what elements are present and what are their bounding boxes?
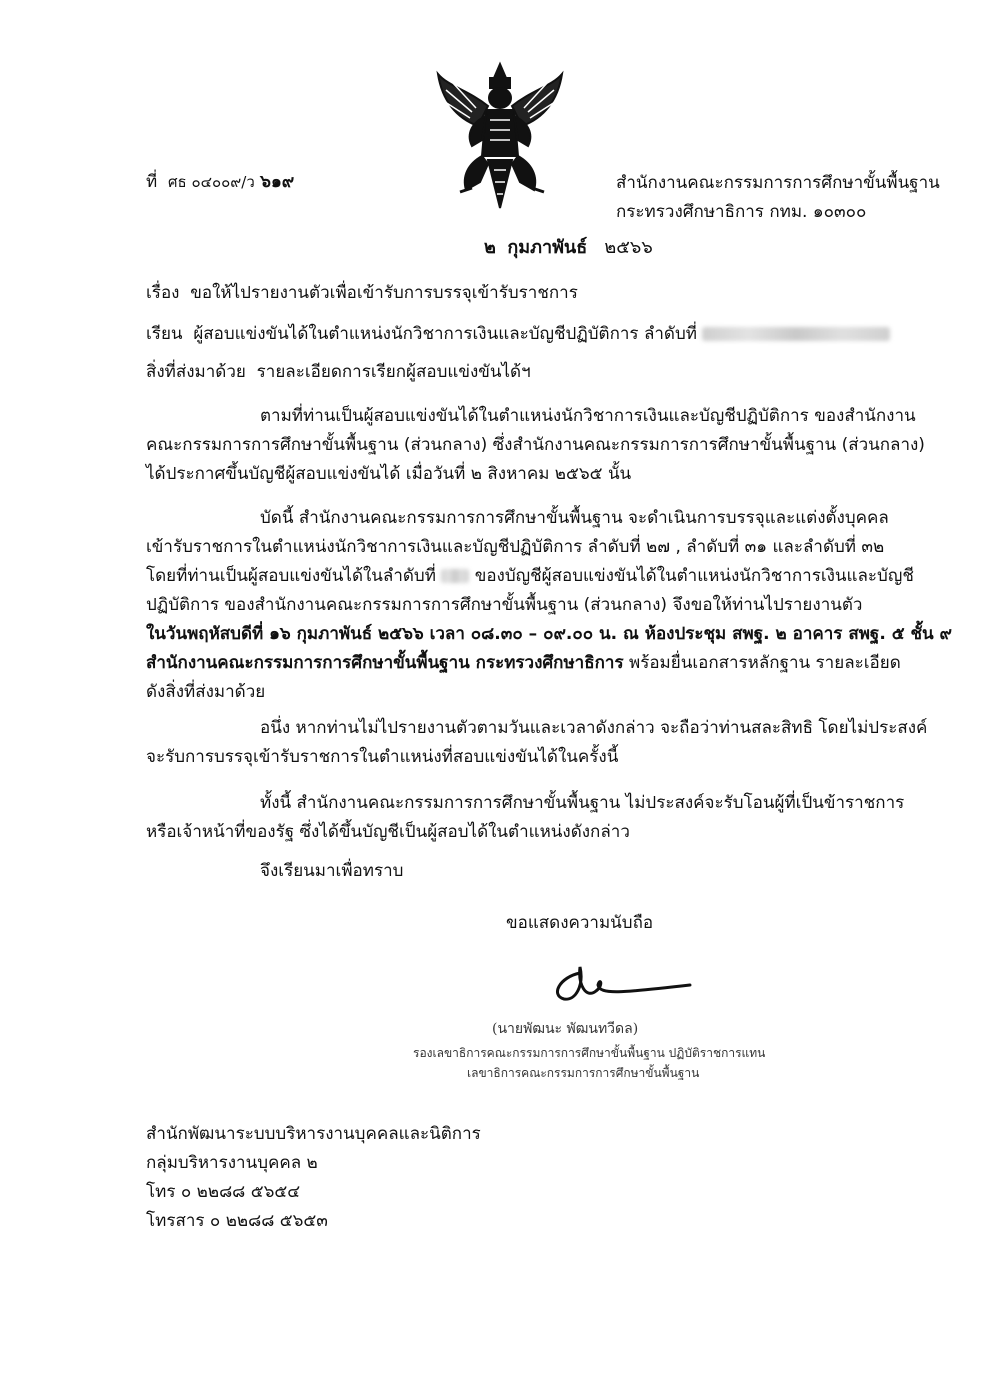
ref-label: ที่ [146,172,158,192]
office-line-1: สำนักงานคณะกรรมการการศึกษาขั้นพื้นฐาน [616,173,940,193]
recipient-line [146,323,890,345]
footer-fax: โทรสาร ๐ ๒๒๘๘ ๕๖๕๓ [146,1211,328,1231]
date-year: ๒๕๖๖ [604,237,653,258]
signer-name: (นายพัฒนะ พัฒนทวีดล) [492,1021,639,1037]
paragraph-1-line-3: ได้ประกาศขึ้นบัญชีผู้สอบแข่งขันได้ เมื่อวันที่ ๒ สิงหาคม ๒๕๖๕ นั้น [146,464,632,484]
regards-text: ขอแสดงความนับถือ [506,913,654,933]
paragraph-2-line-2: เข้ารับราชการในตำแหน่งนักวิชาการเงินและบัญชีปฏิบัติการ ลำดับที่ ๒๗ , ลำดับที่ ๓๑ และลำดับที่ ๓๒ [146,537,885,557]
date-month: กุมภาพันธ์ [507,237,588,258]
paragraph-1-line-2: คณะกรรมการการศึกษาขั้นพื้นฐาน (ส่วนกลาง) ซึ่งสำนักงานคณะกรรมการการศึกษาขั้นพื้นฐาน (ส่วนกลาง) [146,435,925,455]
letter-date [484,236,653,260]
date-day: ๒ [484,237,496,258]
paragraph-2-line-7: ดังสิ่งที่ส่งมาด้วย [146,682,266,702]
footer-department: สำนักพัฒนาระบบบริหารงานบุคคลและนิติการ [146,1124,481,1144]
enclosure-line [146,361,531,383]
paragraph-2-line-4: ปฏิบัติการ ของสำนักงานคณะกรรมการการศึกษาขั้นพื้นฐาน (ส่วนกลาง) จึงขอให้ท่านไปรายงานตัว [146,595,863,615]
paragraph-3-line-2: จะรับการบรรจุเข้ารับราชการในตำแหน่งที่สอบแข่งขันได้ในครั้งนี้ [146,747,619,767]
p2-line6-rest: พร้อมยื่นเอกสารหลักฐาน รายละเอียด [628,653,901,673]
handwritten-signature [540,955,700,1015]
redacted-order-number [441,569,469,583]
redacted-rank [702,327,890,341]
paragraph-4-line-2: หรือเจ้าหน้าที่ของรัฐ ซึ่งได้ขึ้นบัญชีเป็นผู้สอบได้ในตำแหน่งดังกล่าว [146,822,630,842]
garuda-emblem-icon [432,60,568,210]
signer-position-2: เลขาธิการคณะกรรมการการศึกษาขั้นพื้นฐาน [467,1066,700,1080]
paragraph-3-line-1: อนึ่ง หากท่านไม่ไปรายงานตัวตามวันและเวลาดังกล่าว จะถือว่าท่านสละสิทธิ โดยไม่ประสงค์ [260,718,928,738]
footer-group: กลุ่มบริหารงานบุคคล ๒ [146,1153,318,1173]
subject-line [146,282,578,304]
enclosure-label: สิ่งที่ส่งมาด้วย [146,362,246,382]
ref-code: ศธ ๐๔๐๐๙/ว [168,173,255,191]
paragraph-2-line-5: ในวันพฤหัสบดีที่ ๑๖ กุมภาพันธ์ ๒๕๖๖ เวลา ๐๘.๓๐ – ๐๙.๐๐ น. ณ ห้องประชุม สพฐ. ๒ อาคาร สพฐ. ๕ ชั้น ๙ [146,624,953,644]
ref-number-handwritten: ๖๑๙ [260,172,295,192]
paragraph-4-line-1: ทั้งนี้ สำนักงานคณะกรรมการการศึกษาขั้นพื้นฐาน ไม่ประสงค์จะรับโอนผู้ที่เป็นข้าราชการ [260,793,905,813]
paragraph-2-line-1: บัดนี้ สำนักงานคณะกรรมการการศึกษาขั้นพื้นฐาน จะดำเนินการบรรจุและแต่งตั้งบุคคล [260,508,889,528]
footer-telephone: โทร ๐ ๒๒๘๘ ๕๖๕๔ [146,1182,301,1202]
subject-text: ขอให้ไปรายงานตัวเพื่อเข้ารับการบรรจุเข้ารับราชการ [190,283,578,303]
recipient-text: ผู้สอบแข่งขันได้ในตำแหน่งนักวิชาการเงินและบัญชีปฏิบัติการ ลำดับที่ [193,324,697,344]
p2-line3-a: โดยที่ท่านเป็นผู้สอบแข่งขันได้ในลำดับที่ [146,566,436,586]
paragraph-1-line-1: ตามที่ท่านเป็นผู้สอบแข่งขันได้ในตำแหน่งนักวิชาการเงินและบัญชีปฏิบัติการ ของสำนักงาน [260,406,916,426]
signer-position-1: รองเลขาธิการคณะกรรมการการศึกษาขั้นพื้นฐาน ปฏิบัติราชการแทน [413,1046,766,1060]
enclosure-text: รายละเอียดการเรียกผู้สอบแข่งขันได้ฯ [256,362,531,382]
reference-number [146,171,294,193]
subject-label: เรื่อง [146,283,180,303]
closing-text: จึงเรียนมาเพื่อทราบ [260,861,404,881]
paragraph-2-line-3 [146,565,914,587]
p2-line3-b: ของบัญชีผู้สอบแข่งขันได้ในตำแหน่งนักวิชาการเงินและบัญชี [474,566,914,586]
office-line-2: กระทรวงศึกษาธิการ กทม. ๑๐๓๐๐ [616,202,867,222]
recipient-label: เรียน [146,324,183,344]
p2-line6-bold: สำนักงานคณะกรรมการการศึกษาขั้นพื้นฐาน กระทรวงศึกษาธิการ [146,653,624,673]
paragraph-2-line-6 [146,652,901,674]
